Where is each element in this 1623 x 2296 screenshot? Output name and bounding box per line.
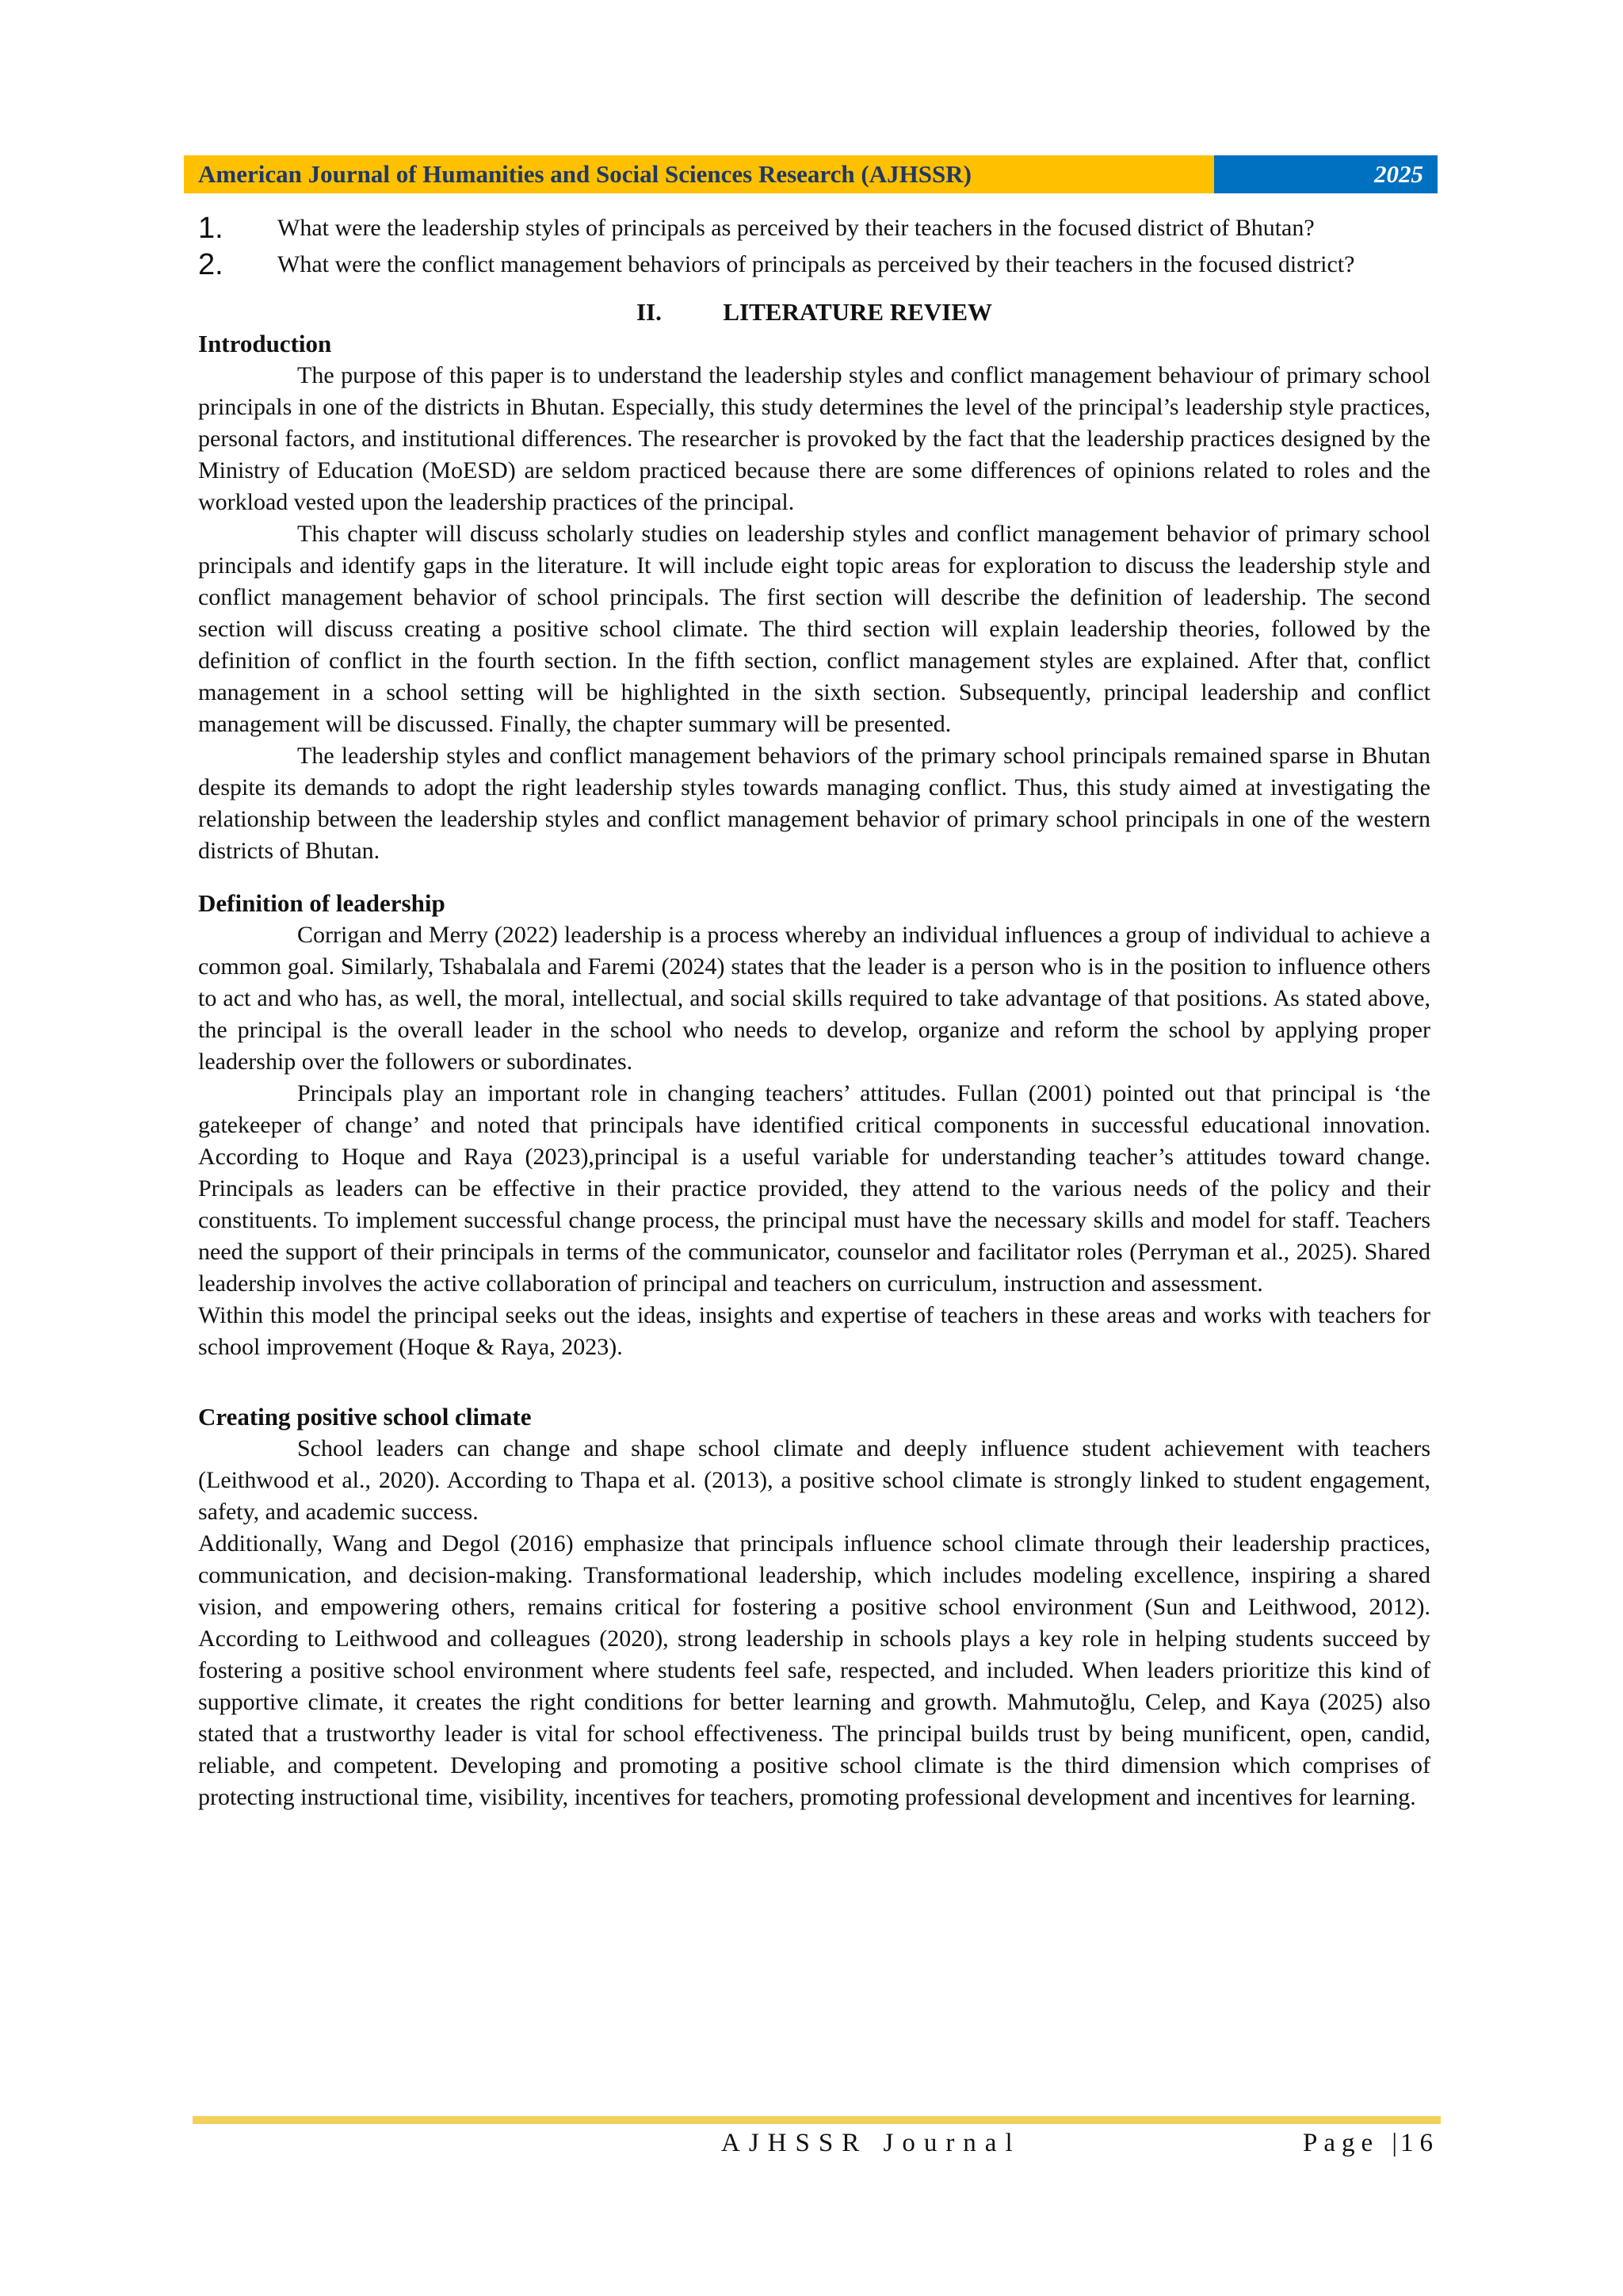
journal-header	[184, 155, 1438, 193]
question-text: What were the conflict management behaviors of principals as perceived by their teachers in the focused district?	[277, 251, 1355, 277]
subheading-definition: Definition of leadership	[198, 889, 445, 917]
paragraph: Corrigan and Merry (2022) leadership is a process whereby an individual influences a group of individual to achieve a common goal. Similarly, Tshabalala and Faremi (2024) states that the leader is a person who is in the position to influence others to act and who has, as well, the moral, intellectual, and social skills required to take advantage of that positions. As stated above, the principal is the overall leader in the school who needs to develop, organize and reform the school by applying proper leadership over the followers or subordinates.	[198, 922, 1430, 1075]
paragraph: Within this model the principal seeks out the ideas, insights and expertise of teachers in these areas and works with teachers for school improvement (Hoque & Raya, 2023).	[198, 1302, 1430, 1360]
publication-year: 2025	[1214, 155, 1438, 193]
paragraph: Additionally, Wang and Degol (2016) emphasize that principals influence school climate through their leadership practices, communication, and decision-making. Transformational leadership, which includes modeling excellence, inspiring a shared vision, and empowering others, remains critical for fostering a positive school environment (Sun and Leithwood, 2012). According to Leithwood and colleagues (2020), strong leadership in schools plays a key role in helping students succeed by fostering a positive school environment where students feel safe, respected, and included. When leaders prioritize this kind of supportive climate, it creates the right conditions for better learning and growth. Mahmutoğlu, Celep, and Kaya (2025) also stated that a trustworthy leader is vital for school effectiveness. The principal builds trust by being munificent, open, candid, reliable, and competent. Developing and promoting a positive school climate is the third dimension which comprises of protecting instructional time, visibility, incentives for teachers, promoting professional development and incentives for learning.	[198, 1530, 1430, 1810]
research-question	[198, 249, 1430, 281]
research-question	[198, 212, 1430, 244]
section-number: II.	[636, 298, 662, 326]
page-body	[198, 212, 1430, 1813]
paragraph: School leaders can change and shape school climate and deeply influence student achievement with teachers (Leithwood et al., 2020). According to Thapa et al. (2013), a positive school climate is strongly linked to student engagement, safety, and academic success.	[198, 1435, 1430, 1525]
page-separator: |	[1392, 2129, 1400, 2157]
paragraph: Principals play an important role in changing teachers’ attitudes. Fullan (2001) pointed out that principal is ‘the gatekeeper of change’ and noted that principals have identified critical components in successful educational innovation. According to Hoque and Raya (2023),principal is a useful variable for understanding teacher’s attitudes toward change. Principals as leaders can be effective in their practice provided, they attend to the various needs of the policy and their constituents. To implement successful change process, the principal must have the necessary skills and model for staff. Teachers need the support of their principals in terms of the communicator, counselor and facilitator roles (Perryman et al., 2025). Shared leadership involves the active collaboration of principal and teachers on curriculum, instruction and assessment.	[198, 1080, 1430, 1297]
page-number: 16	[1400, 2129, 1439, 2157]
question-text: What were the leadership styles of principals as perceived by their teachers in the focused district of Bhutan?	[277, 215, 1315, 241]
paragraph: The purpose of this paper is to understand the leadership styles and conflict management behaviour of primary school principals in one of the districts in Bhutan. Especially, this study determines the level of the principal’s leadership style practices, personal factors, and institutional differences. The researcher is provoked by the fact that the leadership practices designed by the Ministry of Education (MoESD) are seldom practiced because there are some differences of opinions related to roles and the workload vested upon the leadership practices of the principal.	[198, 362, 1430, 515]
footer-page-number	[1303, 2129, 1439, 2158]
question-number: 1.	[198, 212, 223, 245]
section-title: LITERATURE REVIEW	[723, 298, 993, 326]
subheading-climate: Creating positive school climate	[198, 1403, 532, 1431]
footer-rule	[193, 2116, 1441, 2124]
subheading-introduction: Introduction	[198, 330, 332, 357]
paragraph: This chapter will discuss scholarly studies on leadership styles and conflict management behavior of primary school principals and identify gaps in the literature. It will include eight topic areas for exploration to discuss the leadership style and conflict management behavior of school principals. The first section will describe the definition of leadership. The second section will discuss creating a positive school climate. The third section will explain leadership theories, followed by the definition of conflict in the fourth section. In the fifth section, conflict management styles are explained. After that, conflict management in a school setting will be highlighted in the sixth section. Subsequently, principal leadership and conflict management will be discussed. Finally, the chapter summary will be presented.	[198, 521, 1430, 737]
paragraph: The leadership styles and conflict management behaviors of the primary school principals remained sparse in Bhutan despite its demands to adopt the right leadership styles towards managing conflict. Thus, this study aimed at investigating the relationship between the leadership styles and conflict management behavior of primary school principals in one of the western districts of Bhutan.	[198, 743, 1430, 864]
footer-journal-name: AJHSSR Journal	[721, 2129, 1022, 2157]
page-label: Page	[1302, 2129, 1380, 2157]
section-heading	[198, 296, 1430, 328]
question-number: 2.	[198, 248, 223, 281]
journal-title: American Journal of Humanities and Social Sciences Research (AJHSSR)	[184, 155, 1214, 193]
